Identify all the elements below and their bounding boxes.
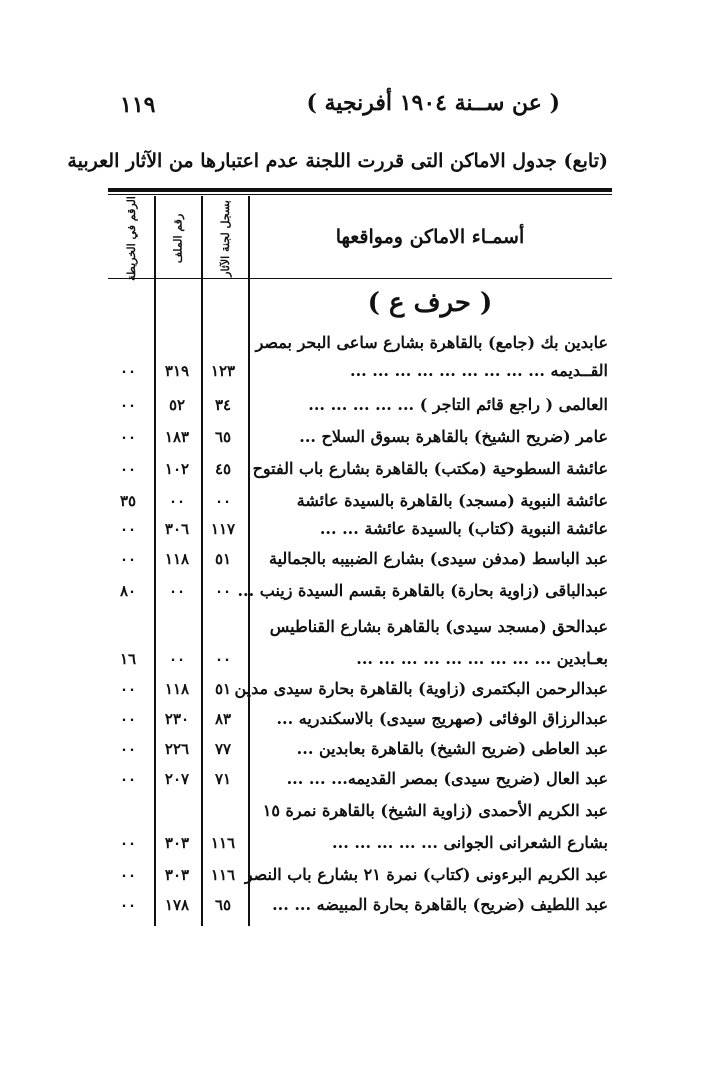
cell-c3: ٠٠ (119, 896, 137, 914)
place-name: عبدالرزاق الوفائى (صهريج سيدى) بالاسكندريه ... (276, 709, 608, 728)
running-head (100, 86, 620, 126)
column-header-map: الرقم في الخريطة (124, 195, 138, 281)
cell-c2 (154, 330, 200, 356)
column-header-register: بسجل لجنة الآثار (218, 199, 232, 277)
cell-c1: ١١٧ (210, 520, 236, 538)
place-name: القــديمه ... ... ... ... ... ... ... ... ... (350, 361, 608, 380)
cell-c3: ٠٠ (119, 550, 137, 568)
cell-c1: ٠٠ (214, 492, 232, 510)
place-name: العالمى ( راجع قائم التاجر ) ... ... ... ... ... (308, 395, 608, 414)
table-row (0, 798, 720, 824)
cell-c3: ٠٠ (119, 866, 137, 884)
cell-c1: ٦٥ (214, 428, 232, 446)
cell-c3 (105, 798, 151, 824)
table-row (0, 330, 720, 356)
table-row (0, 516, 720, 542)
place-name: عبد اللطيف (ضريح) بالقاهرة بحارة المبيضه ... ... (272, 895, 608, 914)
cell-c1: ١١٦ (210, 866, 236, 884)
place-name: عبد العال (ضريح سيدى) بمصر القديمه... ... ... (286, 769, 608, 788)
cell-c1: ٦٥ (214, 896, 232, 914)
cell-c2: ٢٢٦ (164, 740, 190, 758)
table-row (0, 456, 720, 482)
cell-c2: ٠٠ (168, 650, 186, 668)
cell-c2: ٣٠٦ (164, 520, 190, 538)
cell-c2: ٠٠ (168, 492, 186, 510)
place-name: عامر (ضريح الشيخ) بالقاهرة بسوق السلاح ... (299, 427, 608, 446)
cell-c1: ٧١ (214, 770, 232, 788)
place-name: بشارع الشعرانى الجوانى ... ... ... ... ... (332, 833, 608, 852)
cell-c1: ٣٤ (214, 396, 232, 414)
table-title: (تابع) جدول الاماكن التى قررت اللجنة عدم اعتبارها من الآثار العربية (67, 150, 608, 172)
table-row (0, 892, 720, 918)
page-number: ١١٩ (120, 92, 156, 118)
table-row (0, 862, 720, 888)
cell-c2: ٠٠ (168, 582, 186, 600)
cell-c3 (105, 330, 151, 356)
cell-c1: ٠٠ (214, 650, 232, 668)
place-name: عابدين بك (جامع) بالقاهرة بشارع ساعى البحر بمصر (255, 333, 608, 352)
cell-c2: ٥٢ (168, 396, 186, 414)
table-row (0, 830, 720, 856)
cell-c1: ٥١ (214, 550, 232, 568)
cell-c1 (200, 798, 246, 824)
cell-c2: ٢٣٠ (164, 710, 190, 728)
cell-c3: ٣٥ (119, 492, 137, 510)
column-header-names: أسمـاء الاماكن ومواقعها (335, 226, 525, 248)
table-row (0, 706, 720, 732)
place-name: عائشة النبوية (كتاب) بالسيدة عائشة ... ... (319, 519, 608, 538)
cell-c3: ٠٠ (119, 834, 137, 852)
cell-c1 (200, 614, 246, 640)
place-name: عبد الكريم الأحمدى (زاوية الشيخ) بالقاهرة نمرة ١٥ (262, 801, 608, 820)
column-header-file: رقم الملف (171, 213, 185, 263)
table-row (0, 736, 720, 762)
table-row (0, 358, 720, 384)
cell-c2 (154, 798, 200, 824)
cell-c3: ٠٠ (119, 428, 137, 446)
cell-c2: ١٧٨ (164, 896, 190, 914)
cell-c3: ٠٠ (119, 770, 137, 788)
place-name: عبدالحق (مسجد سيدى) بالقاهرة بشارع القناطيس (269, 617, 608, 636)
table-row (0, 424, 720, 450)
cell-c2: ١١٨ (164, 680, 190, 698)
running-title: ( عن ســنة ١٩٠٤ أفرنجية ) (306, 90, 560, 116)
table-row (0, 614, 720, 640)
cell-c1: ٥١ (214, 680, 232, 698)
cell-c2: ٣٠٣ (164, 834, 190, 852)
cell-c2: ٣٠٣ (164, 866, 190, 884)
section-label: ( حرف ع ) (367, 288, 493, 318)
cell-c2: ١١٨ (164, 550, 190, 568)
place-name: عائشة السطوحية (مكتب) بالقاهرة بشارع باب الفتوح (252, 459, 608, 478)
cell-c2: ١٠٢ (164, 460, 190, 478)
table-top-rule (108, 188, 612, 192)
cell-c3: ١٦ (119, 650, 137, 668)
place-name: عبد الباسط (مدفن سيدى) بشارع الضبيبه بالجمالية (269, 549, 608, 568)
place-name: عبد الكريم البرءونى (كتاب) نمرة ٢١ بشارع باب النصر (244, 865, 608, 884)
table-row (0, 488, 720, 514)
cell-c1: ١١٦ (210, 834, 236, 852)
table-row (0, 646, 720, 672)
cell-c3: ٠٠ (119, 460, 137, 478)
cell-c3: ٠٠ (119, 740, 137, 758)
place-name: عبدالرحمن البكتمرى (زاوية) بالقاهرة بحارة سيدى مدين (234, 679, 608, 698)
cell-c2: ٣١٩ (164, 362, 190, 380)
cell-c1: ٤٥ (214, 460, 232, 478)
cell-c2: ١٨٣ (164, 428, 190, 446)
cell-c3: ٠٠ (119, 710, 137, 728)
place-name: عبدالباقى (زاوية بحارة) بالقاهرة بقسم السيدة زينب ... (237, 581, 608, 600)
cell-c3: ٠٠ (119, 362, 137, 380)
table-row (0, 676, 720, 702)
cell-c1 (200, 330, 246, 356)
cell-c1: ٨٣ (214, 710, 232, 728)
header-bottom-rule (108, 278, 612, 279)
cell-c2: ٢٠٧ (164, 770, 190, 788)
cell-c1: ٧٧ (214, 740, 232, 758)
table-row (0, 766, 720, 792)
cell-c3: ٠٠ (119, 396, 137, 414)
place-name: عائشة النبوية (مسجد) بالقاهرة بالسيدة عائشة (296, 491, 608, 510)
table-top-rule-inner (108, 194, 612, 195)
table-row (0, 392, 720, 418)
cell-c1: ١٢٣ (210, 362, 236, 380)
cell-c3: ٠٠ (119, 520, 137, 538)
table-row (0, 546, 720, 572)
cell-c3: ٠٠ (119, 680, 137, 698)
table-row (0, 578, 720, 604)
place-name: بعـابدين ... ... ... ... ... ... ... ... ... (356, 649, 608, 668)
cell-c1: ٠٠ (214, 582, 232, 600)
place-name: عبد العاطى (ضريح الشيخ) بالقاهرة بعابدين ... (296, 739, 608, 758)
cell-c2 (154, 614, 200, 640)
cell-c3 (105, 614, 151, 640)
cell-c3: ٨٠ (119, 582, 137, 600)
